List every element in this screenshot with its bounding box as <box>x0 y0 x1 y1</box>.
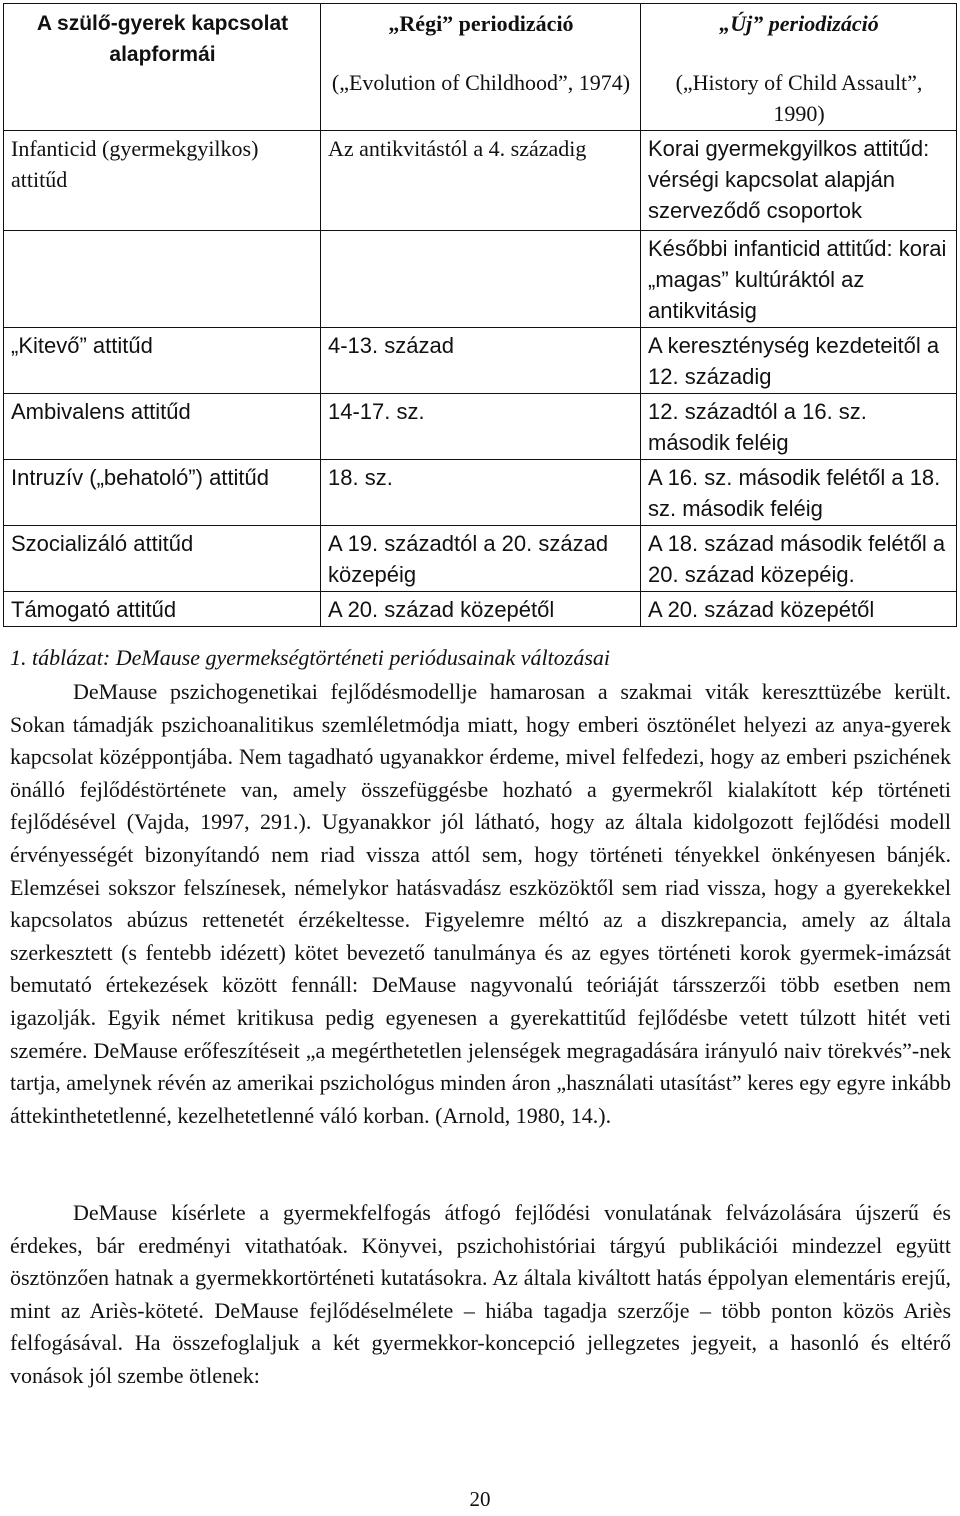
table-caption: 1. táblázat: DeMause gyermekségtörténeti periódusainak változásai <box>10 645 611 670</box>
paragraph-line: felfogásával. Ha összefoglaljuk a két gyermekkor-koncepció jellegzetes jegyeit, a hasonló és eltérő <box>10 1330 951 1356</box>
table-row <box>4 526 957 592</box>
header-old-source: („Evolution of Childhood”, 1974) <box>331 70 631 95</box>
table-row <box>4 460 957 526</box>
cell-new-period: A 16. sz. második felétől a 18. sz. második feléig <box>641 460 957 526</box>
cell-attitude: Támogató attitűd <box>4 592 321 627</box>
paragraph-line: érdekes, bár eredményi vitathatóak. Könyvei, pszichohistóriai tárgyú publikációi mindezzel együtt <box>10 1232 951 1258</box>
cell-old-period: 4-13. század <box>321 328 641 394</box>
cell-attitude: Infanticid (gyermekgyilkos) attitűd <box>4 131 321 231</box>
paragraph-line: áttekinthetetlenné, kezelhetetlenné váló korban. (Arnold, 1980, 14.). <box>10 1102 612 1128</box>
paragraph-line: önálló fejlődéstörténete van, amely összefüggésbe hozható a gyermekről kialakított kép történeti <box>10 776 951 802</box>
header-new-title: „Új” periodizáció <box>719 11 879 36</box>
paragraph-line: mint az Ariès-köteté. DeMause fejlődéselmélete – hiába tagadja szerzője – több ponton közös Ariès <box>10 1297 951 1323</box>
paragraph-line: szerkesztett (s fentebb idézett) kötet bevezető tanulmánya és az egyes történeti korok gyermek-imázsát <box>10 939 951 965</box>
cell-attitude: Szocializáló attitűd <box>4 526 321 592</box>
header-new-source: („History of Child Assault”, 1990) <box>675 70 923 126</box>
table-row <box>4 394 957 460</box>
cell-attitude <box>4 231 321 328</box>
table-row <box>4 231 957 328</box>
paragraph-line: vonások jól szembe ötlenek: <box>10 1363 260 1388</box>
cell-new-period: 12. századtól a 16. sz. második feléig <box>641 394 957 460</box>
cell-old-period: Az antikvitástól a 4. századig <box>321 131 641 231</box>
cell-new-period: A 18. század második felétől a 20. század közepéig. <box>641 526 957 592</box>
table-row <box>4 131 957 231</box>
paragraph-line: fejlődésével (Vajda, 1997, 291.). Ugyanakkor jól látható, hogy az általa kidolgozott fejlődési modell <box>10 809 951 835</box>
cell-old-period: A 19. századtól a 20. század közepéig <box>321 526 641 592</box>
cell-new-period: Későbbi infanticid attitűd: korai „magas” kultúráktól az antikvitásig <box>641 231 957 328</box>
table-header-row <box>4 4 957 131</box>
paragraph-line: kapcsolatos abúzus rettenetét érzékeltesse. Figyelemre méltó az a diszkrepancia, amely az általa <box>10 907 951 933</box>
paragraph-line: Elemzései sokszor felszínesek, némelykor hatásvadász eszközöktől sem riad vissza, hogy a gyerekekkel <box>10 874 951 900</box>
paragraph-line: kapcsolat középpontjába. Nem tagadható ugyanakkor érdeme, mivel felfedezi, hogy az emberi pszichének <box>10 744 951 770</box>
cell-attitude: Ambivalens attitűd <box>4 394 321 460</box>
cell-old-period: A 20. század közepétől <box>321 592 641 627</box>
paragraph-line: bemutató értekezések között fennáll: DeMause nagyvonalú teóriáját társszerzői több esetben nem <box>10 972 951 998</box>
cell-old-period <box>321 231 641 328</box>
page-number: 20 <box>469 1487 491 1511</box>
table-row <box>4 592 957 627</box>
paragraph-line: ösztönzően hatnak a gyermekkortörténeti kutatásokra. Az általa kiváltott hatás éppolyan elementáris erejű, <box>10 1265 951 1291</box>
paragraph-line: Sokan támadják pszichoanalitikus szemléletmódja miatt, hogy emberi ösztönélet helyezi az anya-gyerek <box>10 711 951 737</box>
cell-new-period: Korai gyermekgyilkos attitűd: vérségi kapcsolat alapján szerveződő csoportok <box>641 131 957 231</box>
cell-old-period: 14-17. sz. <box>321 394 641 460</box>
header-new-periodization <box>641 4 957 131</box>
paragraph-line: tartja, amelynek révén az amerikai pszichológus minden áron „használati utasítást” keres egy egyre inkább <box>10 1070 951 1096</box>
cell-new-period: A kereszténység kezdeteitől a 12. századig <box>641 328 957 394</box>
cell-attitude: Intruzív („behatoló”) attitűd <box>4 460 321 526</box>
header-old-title: „Régi” periodizáció <box>388 11 574 36</box>
header-old-periodization <box>321 4 641 131</box>
paragraph-line: DeMause kísérlete a gyermekfelfogás átfogó fejlődési vonulatának felvázolására újszerű és <box>73 1200 951 1225</box>
cell-new-period: A 20. század közepétől <box>641 592 957 627</box>
cell-attitude: „Kitevő” attitűd <box>4 328 321 394</box>
cell-old-period: 18. sz. <box>321 460 641 526</box>
paragraph-line: igazolják. Egyik német kritikusa pedig egyenesen a gyerekattitűd fejlődésbe vetett túlzott hitét veti <box>10 1005 951 1030</box>
paragraph-line: szemére. DeMause erőfeszítéseit „a megérthetetlen jelenségek megragadására irányuló naiv törekvés”-nek <box>10 1037 951 1063</box>
table-row <box>4 328 957 394</box>
paragraph-line: érvényességét bizonyítandó nem riad vissza attól sem, hogy történeti tényekkel önkényesen bánjék. <box>10 842 951 867</box>
paragraph-line: DeMause pszichogenetikai fejlődésmodellje hamarosan a szakmai viták kereszttüzébe került. <box>73 679 951 704</box>
header-attitudes: A szülő-gyerek kapcsolat alapformái <box>4 4 321 131</box>
periodization-table <box>3 3 957 627</box>
